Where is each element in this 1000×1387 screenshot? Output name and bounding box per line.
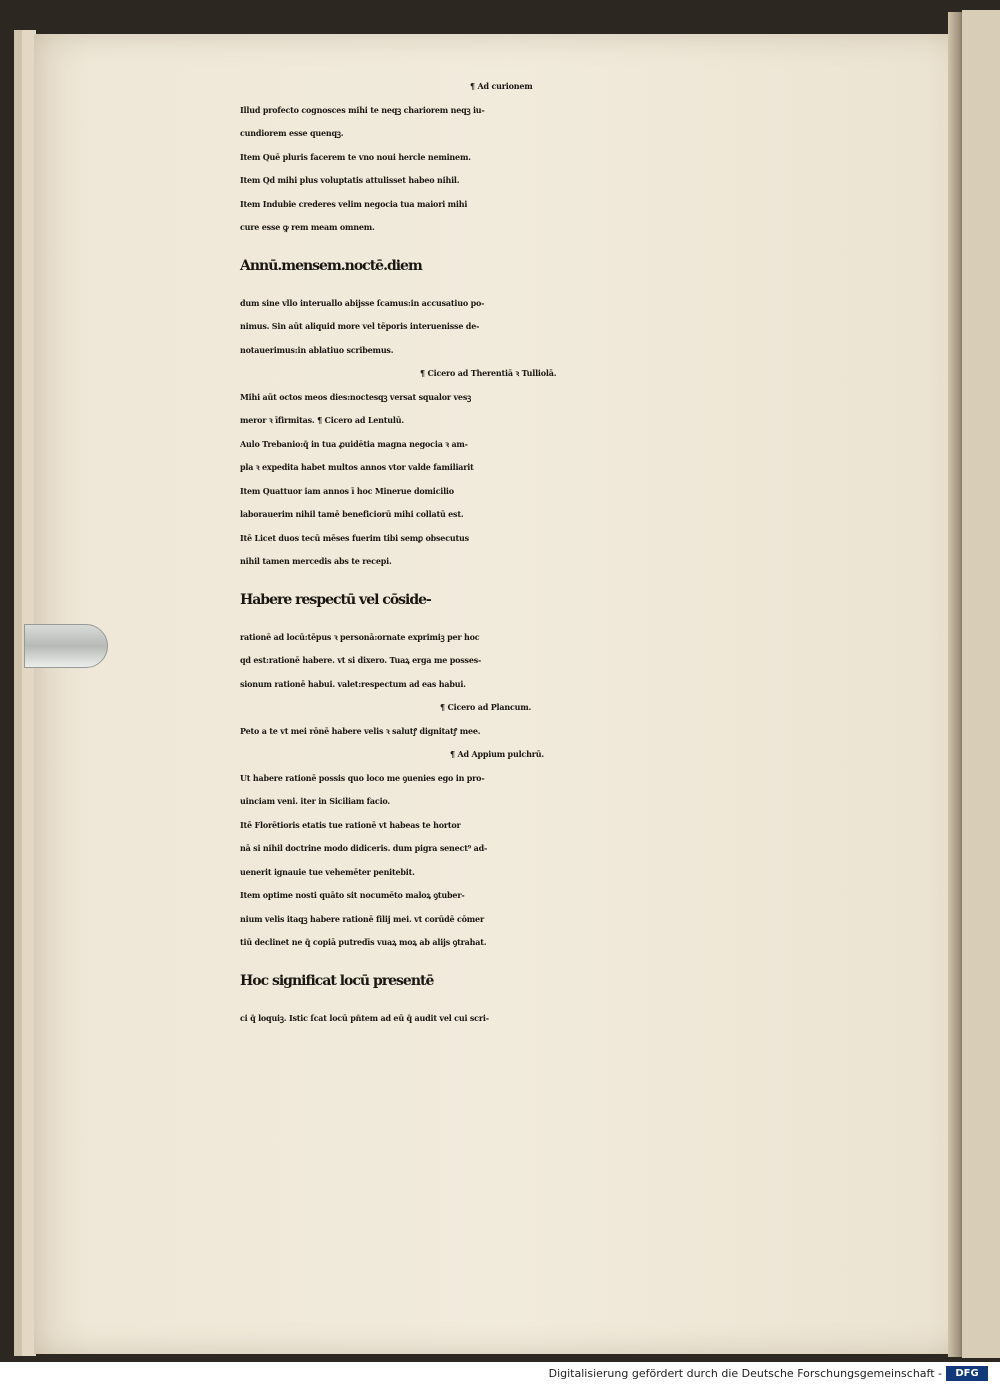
text-line: nimus. Sin aūt aliquid more vel tēporis interuenisse de- <box>240 321 480 331</box>
text-line: notauerimus:in ablatiuo scribemus. <box>240 344 394 355</box>
text-line: Aulo Trebanio:q̄ in tua ꝓuidētia magna negocia ꝛ am- <box>240 438 468 449</box>
facing-page-edge <box>962 10 1000 1358</box>
funding-credit: Digitalisierung gefördert durch die Deutsche Forschungsgemeinschaft - <box>548 1367 942 1380</box>
text-line: Itē Florētioris etatis tue rationē vt habeas te hortor <box>240 819 461 830</box>
text-line: ci q̄ loquiꝫ. Istic ſcat locū pn̄tem ad eū q̄ audit vel cui scri- <box>240 1012 489 1023</box>
text-line: meror ꝛ īfirmitas. ¶ Cicero ad Lentulū. <box>240 415 404 425</box>
text-line: Item Quē pluris facerem te vno noui hercle neminem. <box>240 151 471 162</box>
heading-line: Habere respectū vel cōside- <box>240 591 431 608</box>
text-line: uenerit ignauie tue vehemēter penitebit. <box>240 866 415 877</box>
text-line: Peto a te vt mei rōnē habere velis ꝛ salutꝭ dignitatꝭ mee. <box>240 725 481 736</box>
text-line: dum sine vllo interuallo abijsse ſcamus:in accusatiuo po- <box>240 297 485 308</box>
text-line: sionum rationē habui. valet:respectum ad eas habui. <box>240 678 466 689</box>
text-line: Mihi aūt octos meos dies:noctesqꝫ versat squalor vesꝫ <box>240 391 472 402</box>
text-line: rationē ad locū:tēpus ꝛ personā:ornate exprimiꝫ per hoc <box>240 631 480 642</box>
text-line: nium velis itaqꝫ habere rationē filij mei. vt corūdē cōmer <box>240 913 484 924</box>
caption-line: ¶ Ad Appium pulchrū. <box>450 749 544 759</box>
digitization-footer <box>0 1362 1000 1387</box>
text-line: laborauerim nihil tamē beneficiorū mihi collatū est. <box>240 509 464 519</box>
text-line: cundiorem esse quenqꝫ. <box>240 128 344 138</box>
text-line: Item Qd mihi plus voluptatis attulisset habeo nihil. <box>240 175 460 185</box>
text-line: Item Quattuor iam annos ī hoc Minerue domicilio <box>240 485 454 496</box>
text-line: nā si nihil doctrine modo didiceris. dum pigra senect⁹ ad- <box>240 843 488 853</box>
text-line: Illud profecto cognosces mihi te neqꝫ chariorem neqꝫ iu- <box>240 104 485 115</box>
page-clip <box>24 624 108 668</box>
caption-line: ¶ Cicero ad Therentiā ꝛ Tulliolā. <box>420 368 557 378</box>
text-line: Itē Licet duos tecū mēses fuerim tibi semꝑ obsecutus <box>240 532 469 543</box>
text-line: qd est:rationē habere. vt si dixero. Tuaꝝ erga me posses- <box>240 655 482 665</box>
text-line: tiū declinet ne q̄ copiā putredīs vuaꝝ moꝝ ab alijs ꝯtrahat. <box>240 937 487 947</box>
text-line: cure esse ꝙ rem meam omnem. <box>240 222 375 232</box>
text-line: Item optime nosti quāto sit nocumēto maloꝝ ꝯtuber- <box>240 890 465 900</box>
text-line: Ut habere rationē possis quo loco me ꝯuenies ego in pro- <box>240 772 485 783</box>
heading-line: Hoc significat locū presentē <box>240 972 434 989</box>
text-line: uinciam veni. iter in Siciliam facio. <box>240 796 390 806</box>
dfg-logo: DFG <box>946 1366 988 1381</box>
caption-line: ¶ Cicero ad Plancum. <box>440 702 532 712</box>
heading-line: Annū.mensem.noctē.diem <box>240 257 422 274</box>
text-line: nihil tamen mercedis abs te recepi. <box>240 556 392 566</box>
page-text <box>240 75 900 1030</box>
caption-line: ¶ Ad curionem <box>470 81 533 91</box>
text-line: Item Indubie crederes velim negocia tua maiori mihi <box>240 198 468 209</box>
text-line: pla ꝛ expedita habet multos annos vtor valde familiarit <box>240 462 474 472</box>
